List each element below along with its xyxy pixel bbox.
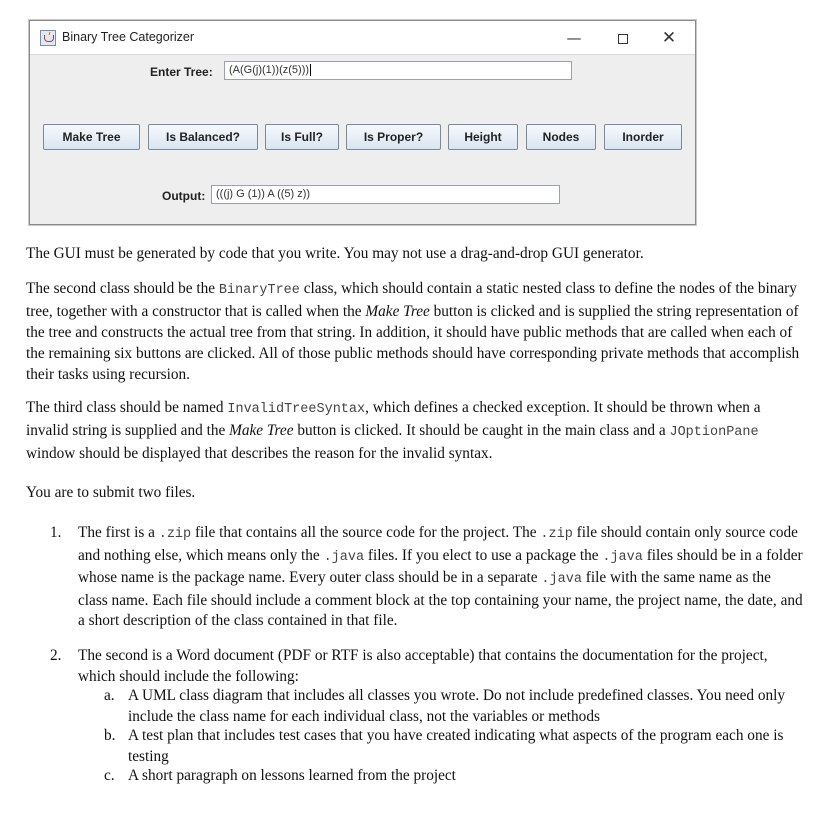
sublist-item-text: A UML class diagram that includes all classes you wrote. Do not include predefined classes. You need only include the class name for each individual class, not the variables or methods [128, 687, 786, 725]
sublist-marker: c. [104, 767, 115, 784]
paragraph-invalidtreesyntax: The third class should be named InvalidTreeSyntax, which defines a checked exception. It should be thrown when a invalid string is supplied and the Make Tree button is clicked. It should be caught in the main class and a JOptionPane window should be displayed that describes the reason for the invalid syntax. [26, 399, 761, 462]
is-proper-button[interactable]: Is Proper? [346, 124, 441, 150]
list-item-text: The second is a Word document (PDF or RTF is also acceptable) that contains the documentation for the project, which should include the following: [78, 647, 768, 685]
code-invalidtreesyntax: InvalidTreeSyntax [227, 402, 366, 417]
nodes-button[interactable]: Nodes [526, 124, 596, 150]
paragraph-binarytree: The second class should be the BinaryTree class, which should contain a static nested class to define the nodes of the binary tree, together with a constructor that is called when the Make Tree button is clicked and is supplied the string representation of the tree and constructs the actual tree from that string. In addition, it should have public methods that are called when each of the remaining six buttons are clicked. All of those public methods should have corresponding private methods that accomplish their tasks using recursion. [26, 280, 800, 383]
enter-tree-label: Enter Tree: [150, 65, 213, 79]
paragraph-gui: The GUI must be generated by code that you write. You may not use a drag-and-drop GUI generator. [26, 245, 644, 262]
code-binarytree: BinaryTree [218, 283, 300, 298]
minimize-button[interactable]: — [566, 29, 582, 47]
paragraph-submit: You are to submit two files. [26, 484, 196, 501]
output-field[interactable]: (((j) G (1)) A ((5) z)) [211, 185, 560, 204]
java-app-icon [40, 30, 56, 46]
sublist-marker: b. [104, 727, 116, 744]
list-marker: 1. [50, 524, 62, 541]
is-balanced-button[interactable]: Is Balanced? [148, 124, 258, 150]
enter-tree-input[interactable] [224, 61, 572, 80]
height-button[interactable]: Height [448, 124, 518, 150]
sublist-marker: a. [104, 687, 115, 704]
list-marker: 2. [50, 647, 62, 664]
text-caret [310, 64, 311, 76]
em-make-tree: Make Tree [365, 303, 430, 320]
sublist-item-text: A test plan that includes test cases that you have created indicating what aspects of the program each one is testing [128, 727, 784, 765]
code-joptionpane: JOptionPane [669, 425, 759, 440]
em-make-tree: Make Tree [229, 422, 294, 439]
maximize-icon [618, 34, 628, 44]
output-label: Output: [162, 189, 206, 203]
title-bar[interactable] [30, 21, 695, 55]
close-button[interactable]: ✕ [661, 28, 677, 48]
make-tree-button[interactable]: Make Tree [43, 124, 140, 150]
enter-tree-value: (A(G(j)(1))(z(5))) [229, 64, 310, 76]
sublist-item-text: A short paragraph on lessons learned from the project [128, 767, 456, 784]
window-title: Binary Tree Categorizer [62, 30, 195, 44]
is-full-button[interactable]: Is Full? [265, 124, 339, 150]
inorder-button[interactable]: Inorder [604, 124, 682, 150]
binary-tree-window [29, 20, 696, 225]
list-item-text: The first is a .zip file that contains all the source code for the project. The .zip file should contain only source code and nothing else, which means only the .java files. If you elect to use a package the .java files should be in a folder whose name is the package name. Every outer class should be in a separate .java file with the same name as the class name. Each file should include a comment block at the top containing your name, the project name, the date, and a short description of the class contained in that file. [78, 524, 803, 629]
maximize-button[interactable] [610, 27, 636, 49]
